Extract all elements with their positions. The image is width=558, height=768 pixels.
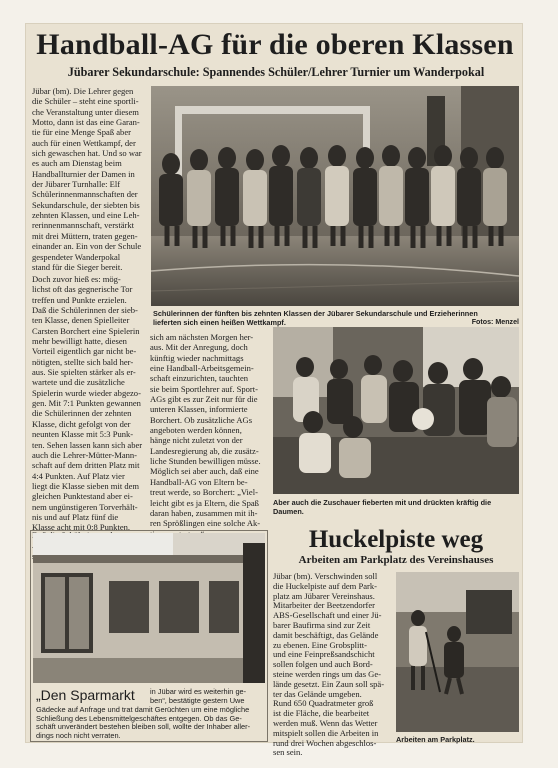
- sparmarkt-title: „Den Sparmarkt: [36, 687, 135, 703]
- article-column-2: sich am nächsten Morgen her- aus. Mit der Anregung, doch künftig wieder nachmittags eine Handball-Arbeitsgemein- schaft einzurichten, tauchten sie beim Sportlehrer auf. Sport- AGs gibt es zur Zeit nur für die unteren Klassen, informierte Borchert. Ob zusätzliche AGs angeboten werden können, hänge nicht zuletzt von der Landesregierung ab, die zusätz- liche Stunden bewilligen müsse. Möglich sei aber auch, daß eine Handball-AG von Eltern be- treut werde, so Borchert: „Viel- leicht gibt es ja Eltern, die Spaß daran haben, zusammen mit ih- ren Sprößlingen eine solche Ak-: [150, 332, 261, 529]
- article-2-subheadline: Arbeiten am Parkplatz des Vereinshauses: [298, 554, 494, 566]
- photo-2-caption: Aber auch die Zuschauer fieberten mit und drückten kräftig die Daumen.: [273, 498, 492, 516]
- photo-credit: Fotos: Menzel: [471, 318, 519, 326]
- parking-lot-photo-image: [396, 572, 519, 732]
- article-2-body: Jübar (bm). Verschwinden soll die Huckelpiste auf dem Park- platz am Jübarer Vereinshaus. Mitarbeiter der Beetzendorfer ABS-Gesellschaft und einer Jü- barer Baufirma sind zur Zeit damit beschäftigt, das Gelände zu ebenen. Eine Grobsplitt- und eine Feinpreßsandschicht sollen folgen und auch Bord- steine werden rings um das Ge- lände gesetzt. Ein Zaun soll spä- ter das Gelände umgeben. Rund 650 Quadratmeter groß ist die Fläche, die bearbeitet werden muß. Wenn das Wetter mitspielt sollen die Arbeiten in rund drei Wochen abgeschlos- sen sein.: [273, 571, 385, 758]
- spectators-photo: [273, 327, 519, 494]
- photo-1-caption: Schülerinnen der fünften bis zehnten Klassen der Jübarer Sekundarschule und Erzieherinnen lieferten sich einen heißen Wettkampf.: [153, 309, 478, 327]
- sparmarkt-photo: [33, 533, 265, 683]
- article-headline: Handball-AG für die oberen Klassen: [36, 28, 514, 61]
- sparmarkt-body: Gädecke auf Anfrage und trat damit Gerüchten um eine mögliche Schließung des Lebensmittelgeschäftes entgegen. Ob das Ge- schäft unverändert bestehen bleiben soll, wollte der Inhaber aller- dings noch nicht verraten.: [36, 705, 251, 741]
- team-photo: [151, 86, 519, 306]
- parking-lot-photo: [396, 572, 519, 732]
- spectators-photo-image: [273, 327, 519, 494]
- team-photo-image: [151, 86, 519, 306]
- article-2-headline: Huckelpiste weg: [308, 526, 484, 553]
- article-column-1-top: Jübar (bm). Die Lehrer gegen die Schüler – steht eine sportli- che Veranstaltung unter diesem Motto, dann ist das eine Garan- tie für eine Menge Spaß aber auch für einen Wettkampf, der sich gewaschen hat. Und so war es auch am Dienstag beim Handballturnier der Damen in der Jübarer Turnhalle: Elf Schülerinnenmannschaften der Sekundarschule, der siebten bis zehnten Klassen, und eine Leh- rerinnenmannschaft, verstärkt mit drei Müttern, traten gegen- einander an. Ein von der Schule gespendeter Wanderpokal stand für die Sieger bereit.: [32, 86, 142, 272]
- article-column-1-bottom: Doch zuvor hieß es: mög- lichst oft das gegnerische Tor treffen und Punkte erzielen. Daß die Schülerinnen der sieb- ten Klasse, denen Spielleiter Carsten Borchert eine Spielerin mehr bewilligt hatte, diesen Vorteil eigentlich gar nicht be- nötigten, stellte sich bald her- aus. Sie spielten stärker als er- wartete und die zusätzliche Spielerin wurde wieder abgezo- gen. Mit 7:1 Punkten gewannen die Schülerinnen der zehnten Klasse, dicht gefolgt von der neunten Klasse mit 5:3 Punk- ten. Sehen lassen kann sich aber auch die Lehrer-Mütter-Mann- schaft auf dem dritten Platz mit 4:4 Punkten. Auf Platz vier liegt die Klasse sieben mit dem gleichen Punktestand aber ei- nem ungünstigeren Torverhält- nis und auf Platz fünf die Klasse acht mit 0:8 Punkten.: [32, 274, 143, 533]
- article-subheadline: Jübarer Sekundarschule: Spannendes Schüler/Lehrer Turnier um Wanderpokal: [67, 65, 485, 79]
- sparmarkt-lead: in Jübar wird es weiterhin ge- ben“, bestätigte gestern Uwe: [150, 687, 247, 705]
- sparmarkt-photo-image: [33, 533, 265, 683]
- parking-lot-caption: Arbeiten am Parkplatz.: [396, 735, 475, 744]
